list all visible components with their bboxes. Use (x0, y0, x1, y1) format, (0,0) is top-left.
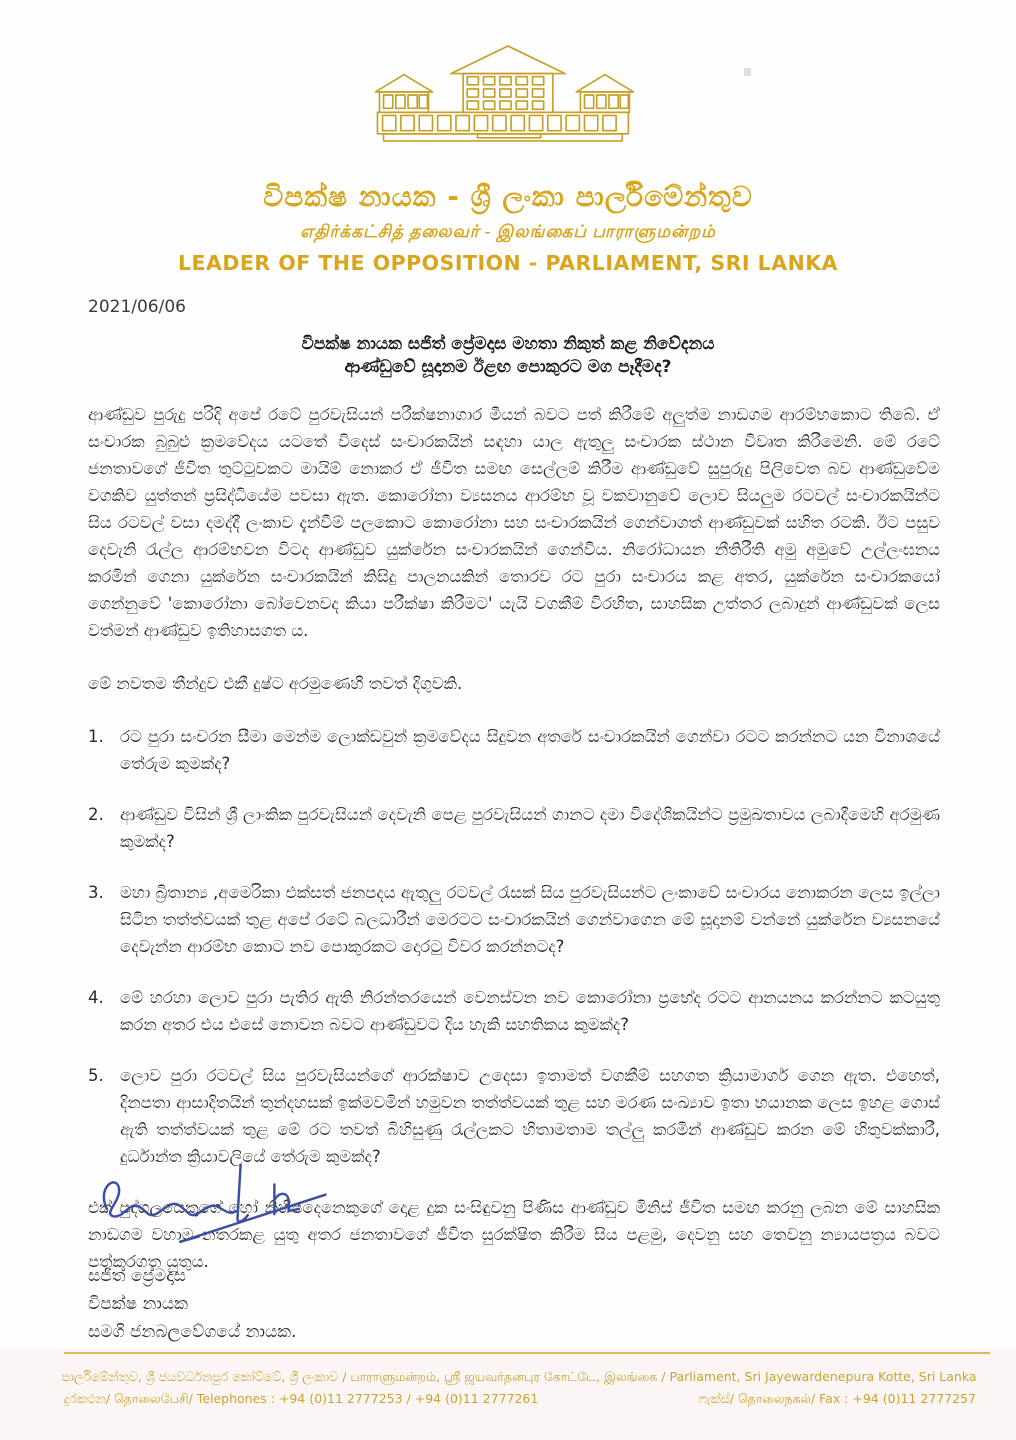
list-item-number: 2. (88, 805, 104, 824)
document-title (0, 333, 1016, 379)
closing-paragraph: එක් පුද්ගලයෙකුගේ හෝ කිහිපදෙනෙකුගේ දොළ දුක සංසිඳුවනු පිණිස ආණ්ඩුව මිනිස් ජීවිත සමඟ කරනු ලබන මේ සාහසික නාඩගම වහාම නතරකළ යුතු අතර ජනතාවගේ ජීවිත සුරක්ෂිත කිරීම සිය පළමු, දෙවනු සහ තෙවනු න්‍යායපත්‍රය බවට පත්කරගත යුතුය. (88, 1198, 940, 1271)
list-item (88, 1062, 940, 1170)
footer-address: පාර්ලිමේන්තුව, ශ්‍රී ජයවර්ධනපුර කෝට්ටේ, ශ්‍රී ලංකාව / பாராளுமன்றம், ஸ்ரீ ஜயவர்தனபுர கோட்டே, இலங்கை / Parliament, Sri Jayewardenepura Kotte, Sri Lanka (61, 1369, 977, 1384)
list-item-text: මේ හරහා ලොව පුරා පැතිර ඇති නිරන්තරයෙන් වෙනස්වන නව කොරෝනා ප්‍රභේද රටට ආනයනය කරන්නට කටයුතු කරන අතර එය එසේ නොවන බවට ආණ්ඩුවට දිය හැකි සහතිකය කුමක්ද? (120, 988, 940, 1034)
parliament-building-logo (375, 44, 641, 146)
list-item-text: මහා බ්‍රිතාන්‍ය ,අමෙරිකා එක්සත් ජනපදය ඇතුලු රටවල් රැසක් සිය පුරවැසියන්ට ලංකාවේ සංචාරය නොකරන ලෙස ඉල්ලා සිටින තත්ත්වයක් තුළ අපේ රටේ බලධාරීන් මෙරටට සංචාරකයින් ගෙන්වාගෙන මේ සූදානම් වන්නේ යුක්රේන ව්‍යසනයේ දෙවැන්න ආරම්භ කොට නව පොකුරකට දොරටු විවර කරන්නටද? (120, 883, 940, 956)
list-item-number: 3. (88, 883, 104, 902)
signatory-name: සජිත් ප්‍රේමදාස (88, 1266, 187, 1286)
signatory-role: විපක්ෂ නායක (88, 1294, 188, 1314)
signature-block (88, 1262, 296, 1346)
list-item-text: රට පුරා සංචරන සීමා මෙන්ම ලොක්ඩවුන් ක්‍රමවේදය සිදුවන අතරේ සංචාරකයින් ගෙන්වා රටට කරන්නට යන විනාශයේ තේරුම කුමක්ද? (120, 727, 940, 773)
list-item-number: 5. (88, 1066, 104, 1085)
list-item (88, 984, 940, 1038)
document-title-line1: විපක්ෂ නායක සජිත් ප්‍රේමදාස මහතා නිකුත් කළ නිවේදනය (301, 334, 715, 354)
signatory-party-role: සමගි ජනබලවේගයේ නායක. (88, 1322, 297, 1342)
paragraph-2: මේ නවතම තීන්දුව එකී දුෂ්ට අරමුණෙහි තවත් දිගුවකි. (88, 674, 463, 693)
footer-telephones: දුරකථන/ தொலைபேசி/ Telephones : +94 (0)11 2777253 / +94 (0)11 2777261 (64, 1391, 539, 1406)
list-item (88, 723, 940, 777)
footer-contacts (40, 1388, 998, 1410)
letter-date: 2021/06/06 (88, 297, 186, 317)
handwritten-signature (86, 1164, 336, 1256)
letterhead-footer (40, 1366, 998, 1410)
footer-fax: ෆැක්ස්/ தொலைநகல்/ Fax : +94 (0)11 2777257 (698, 1391, 976, 1406)
list-item (88, 879, 940, 960)
list-item (88, 801, 940, 855)
list-item-number: 1. (88, 727, 104, 746)
letterhead-title-tamil: எதிர்க்கட்சித் தலைவர் - இலங்கைப் பாராளுமன்றம் (300, 222, 716, 241)
letterhead (0, 44, 1016, 275)
list-item-number: 4. (88, 988, 104, 1007)
letterhead-title-sinhala: විපක්ෂ නායක - ශ්‍රී ලංකා පාර්ලිමේන්තුව (263, 180, 753, 213)
footer-divider (64, 1352, 990, 1354)
list-item-text: ලොව පුරා රටවල් සිය පුරවැසියන්ගේ ආරක්ෂාව උදෙසා ඉතාමත් වගකීම් සහගත ක්‍රියාමාර්ග ගෙන ඇත. එහෙත්, දිනපතා ආසාදිතයින් තුන්දහසක් ඉක්මවමින් හමුවන තත්ත්වයක් තුළ සහ මරණ සංඛ්‍යාව ඉතා භයානක ලෙස ඉහළ ගොස් ඇති තත්ත්වයක් තුළ මේ රට තවත් බිහිසුණු රැල්ලකට හිතාමතාම තල්ලු කරමින් ආණ්ඩුව කරන මේ හිතුවක්කාරී, දුර්ධාන්ත ක්‍රියාවලියේ තේරුම කුමක්ද? (120, 1066, 940, 1166)
letterhead-title-english: LEADER OF THE OPPOSITION - PARLIAMENT, SRI LANKA (177, 251, 839, 275)
list-item-text: ආණ්ඩුව විසින් ශ්‍රී ලාංකික පුරවැසියන් දෙවැනි පෙළ පුරවැසියන් ගානට දමා විදේශිකයින්ට ප්‍රමුඛතාවය ලබාදීමෙහි අරමුණ කුමක්ද? (120, 805, 940, 851)
document-title-line2: ආණ්ඩුවේ සූදානම ඊළඟ පොකුරට මග පෑදීමද? (344, 357, 672, 377)
paragraph-1: ආණ්ඩුව පුරුදු පරිදි අපේ රටේ පුරවැසියන් පරීක්ෂනාගාර මීයන් බවට පත් කිරීමේ අලුත්ම නාඩගම ආරම්භකොට තිබේ. ඒ සංචාරක බුබුළු ක්‍රමවේදය යටතේ විදෙස් සංචාරකයින් සඳහා යාල ඇතුලු සංචාරක ස්ථාන විවෘත කිරීමෙනි. මේ රටේ ජනතාවගේ ජීවිත තුට්ටුවකට මායිම් නොකර ඒ ජීවිත සමඟ සෙල්ලම් කිරීම ආණ්ඩුවේ සුපුරුදු පිලිවෙත බව ආණ්ඩුවේම වගකිව යුත්තන් ප්‍රසිද්ධියේම පවසා ඇත. කොරෝනා ව්‍යසනය ආරම්භ වූ වකවානුවේ ලොව සියලුම රටවල් සංචාරකයින්ට සිය රටවල් වසා දමද්දී ලංකාව දැන්වීම් පලකොට කොරෝනා සහ සංචාරකයින් ගෙන්වාගත් ආණ්ඩුවක් සහිත රටකි. ඊට පසුව දෙවැනි රැල්ල ආරම්භවන විටද ආණ්ඩුව යුක්රේන සංචාරකයින් ගෙන්වීය. නිරෝධායන නීතිරීති අමු අමුවේ උල්ලංඝනය කරමින් ගෙනා යුක්රේන සංචාරකයින් කිසිදු පාලනයකින් තොරව රට පුරා සංචාරය කළ අතර, යුක්රේන සංචාරකයෝ ගෙන්නුවේ 'කොරෝනා බෝවෙනවද කියා පරීක්ෂා කිරීමට' යැයි වගකීම් විරහිත, සාහසික උත්තර ලබාදුන් ආණ්ඩුවක් ලෙස වත්මන් ආණ්ඩුව ඉතිහාසගත ය. (88, 405, 940, 640)
